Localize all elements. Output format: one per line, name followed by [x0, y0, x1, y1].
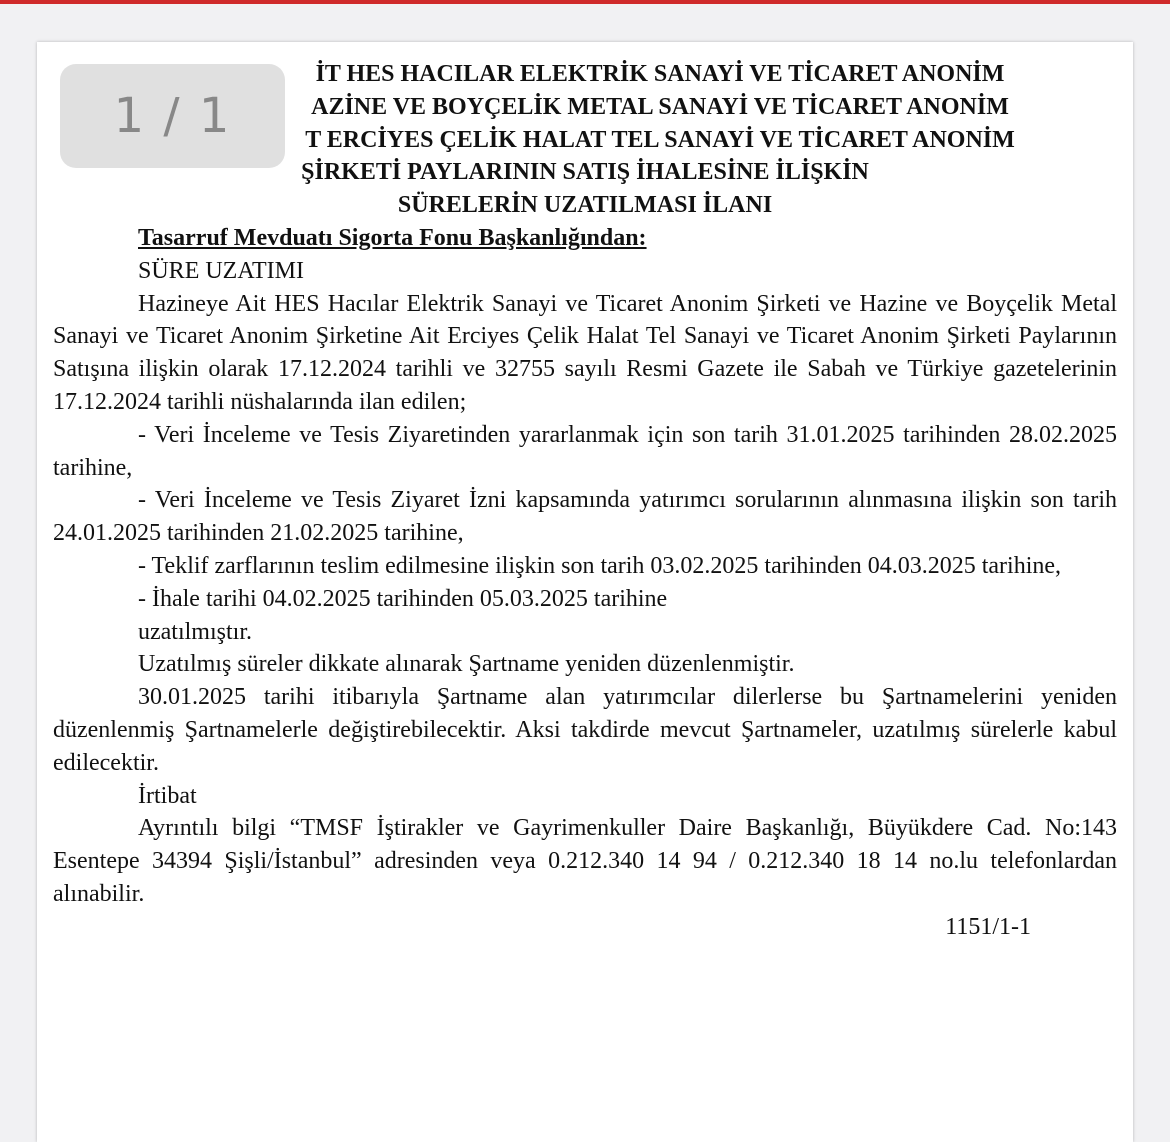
document-page[interactable] — [37, 42, 1133, 1142]
reference-number: 1151/1-1 — [945, 913, 1031, 940]
issuer-title: Tasarruf Mevduatı Sigorta Fonu Başkanlığından: — [138, 224, 647, 251]
contact-paragraph: Ayrıntılı bilgi “TMSF İştirakler ve Gayrimenkuller Daire Başkanlığı, Büyükdere Cad. No:143 Esentepe 34394 Şişli/İstanbul” adresinden veya 0.212.340 14 94 / 0.212.340 18 14 no.lu telefonlardan alınabilir. — [53, 815, 1117, 907]
intro-paragraph: Hazineye Ait HES Hacılar Elektrik Sanayi ve Ticaret Anonim Şirketi ve Hazine ve Boyçelik Metal Sanayi ve Ticaret Anonim Şirketine Ait Erciyes Çelik Halat Tel Sanayi ve Ticaret Anonim Şirketi Paylarının Satışına ilişkin olarak 17.12.2024 tarihli ve 32755 sayılı Resmi Gazete ile Sabah ve Türkiye gazetelerinin 17.12.2024 tarihli nüshalarında ilan edilen; — [53, 290, 1117, 415]
section-title: SÜRE UZATIMI — [138, 257, 304, 284]
list-item: - Veri İnceleme ve Tesis Ziyaretinden yararlanmak için son tarih 31.01.2025 tarihinden 28.02.2025 tarihine, — [53, 421, 1117, 481]
document-content — [53, 58, 1117, 944]
replacement-paragraph: 30.01.2025 tarihi itibarıyla Şartname alan yatırımcılar dilerlerse bu Şartnamelerini yeniden düzenlenmiş Şartnamelerle değiştirebilecektir. Aksi takdirde mevcut Şartnameler, uzatılmış sürelerle kabul edilecektir. — [53, 684, 1117, 776]
heading-line-4: ŞİRKETİ PAYLARININ SATIŞ İHALESİNE İLİŞKİN — [301, 159, 869, 186]
heading-line-2: AZİNE VE BOYÇELİK METAL SANAYİ VE TİCARET ANONİM — [311, 93, 1009, 120]
top-accent-bar — [0, 0, 1170, 4]
list-item: - Teklif zarflarının teslim edilmesine ilişkin son tarih 03.02.2025 tarihinden 04.03.2025 tarihine, — [138, 552, 1062, 579]
heading-line-3: T ERCİYES ÇELİK HALAT TEL SANAYİ VE TİCARET ANONİM — [305, 126, 1015, 153]
heading-line-1: İT HES HACILAR ELEKTRİK SANAYİ VE TİCARET ANONİM — [315, 61, 1005, 87]
extended-text: uzatılmıştır. — [138, 618, 252, 645]
list-item: - Veri İnceleme ve Tesis Ziyaret İzni kapsamında yatırımcı sorularının alınmasına ilişkin son tarih 24.01.2025 tarihinden 21.02.2025 tarihine, — [53, 487, 1117, 547]
contact-title: İrtibat — [138, 782, 197, 809]
heading-line-5: SÜRELERİN UZATILMASI İLANI — [397, 192, 773, 219]
page-indicator: 1 / 1 — [60, 64, 285, 168]
list-item: - İhale tarihi 04.02.2025 tarihinden 05.03.2025 tarihine — [138, 585, 668, 612]
revised-paragraph: Uzatılmış süreler dikkate alınarak Şartname yeniden düzenlenmiştir. — [138, 651, 795, 678]
